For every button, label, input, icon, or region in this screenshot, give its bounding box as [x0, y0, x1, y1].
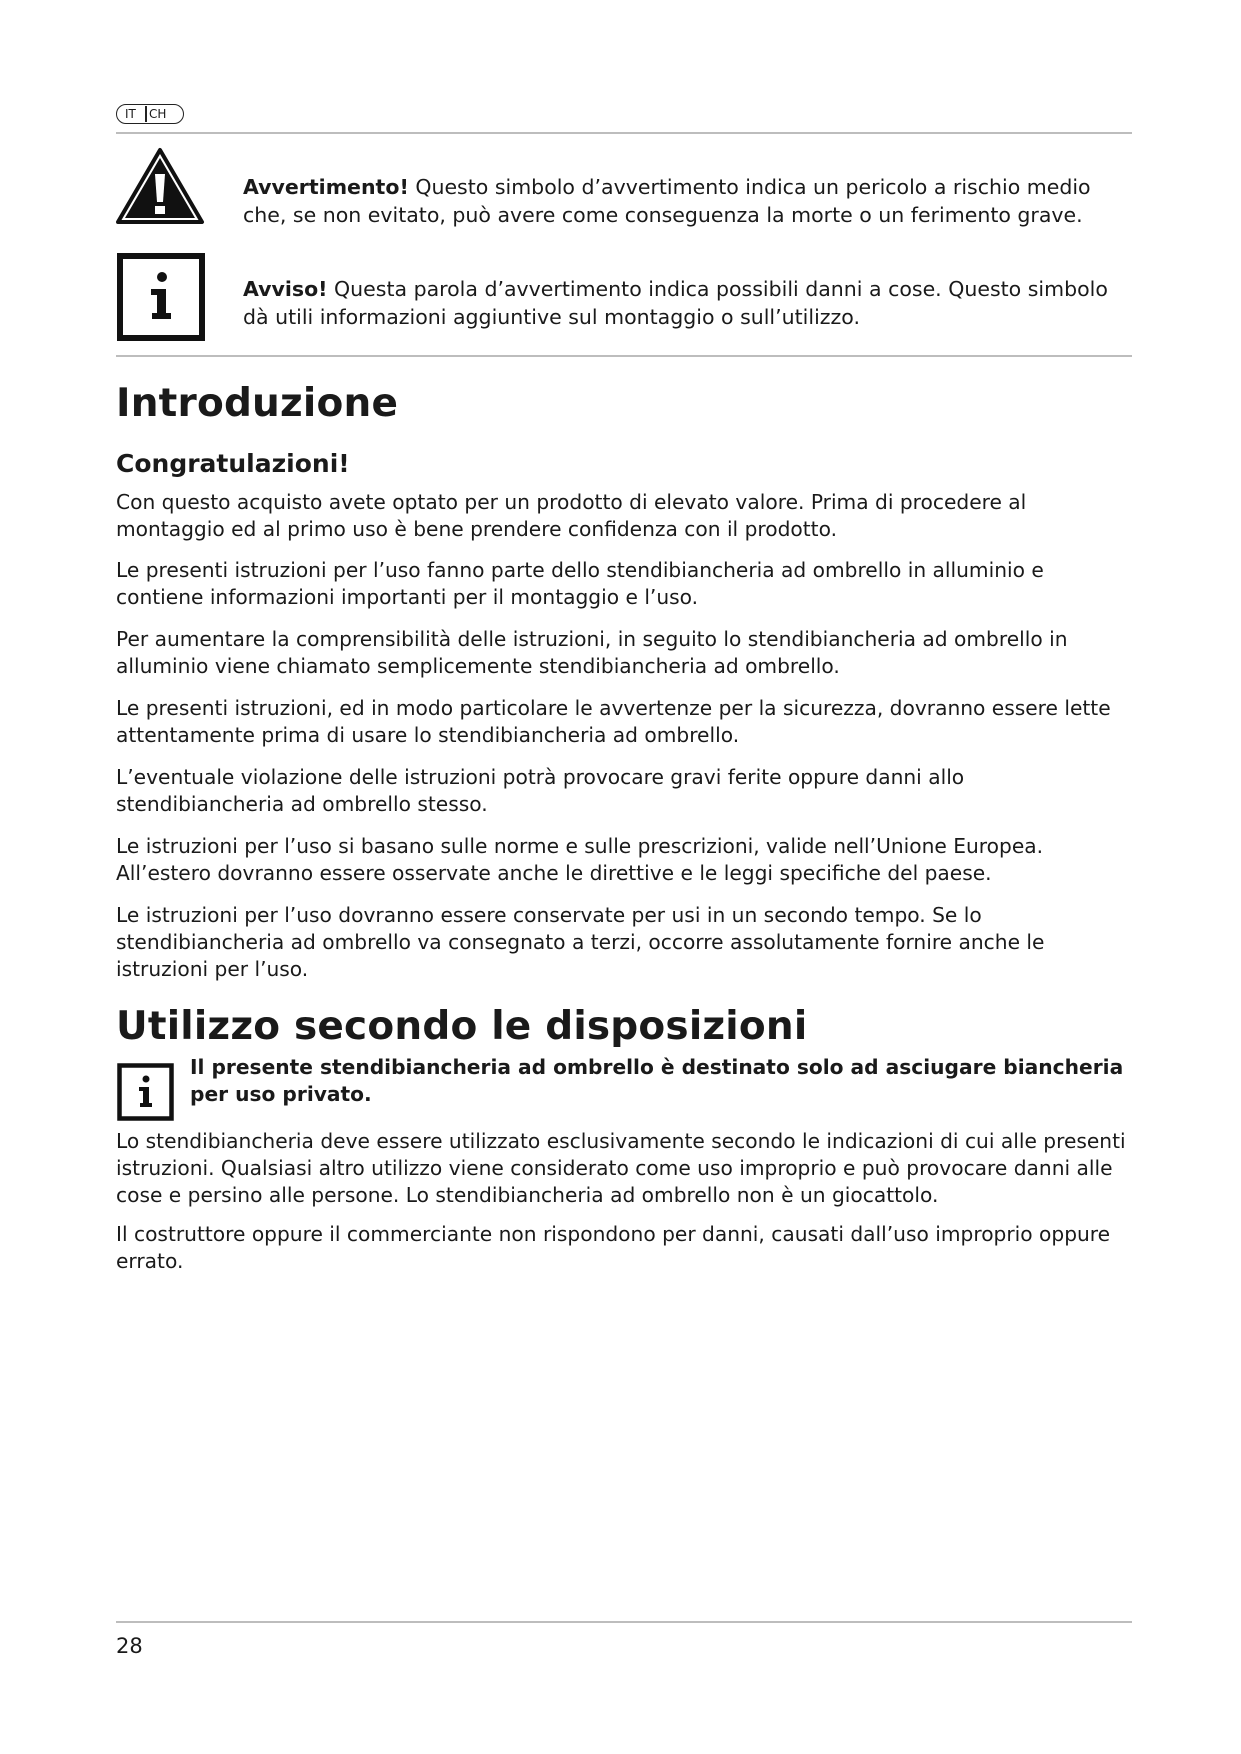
- intro-paragraph-5: L’eventuale violazione delle istruzioni potrà provocare gravi ferite oppure danni allo stendibiancheria ad ombrello stesso.: [116, 765, 965, 816]
- warning-notice: [243, 173, 1138, 229]
- header-rule: [116, 132, 1132, 134]
- intro-paragraph-2: Le presenti istruzioni per l’uso fanno parte dello stendibiancheria ad ombrello in alluminio e contiene informazioni importanti per il montaggio e l’uso.: [116, 558, 1044, 609]
- intended-use-title: Utilizzo secondo le disposizioni: [116, 1004, 808, 1049]
- info-icon: [117, 253, 205, 341]
- info-label: Avviso!: [243, 277, 328, 301]
- warning-triangle-icon: [114, 146, 206, 226]
- intro-paragraph-6: Le istruzioni per l’uso si basano sulle norme e sulle prescrizioni, valide nell’Unione Europea. All’estero dovranno essere osservate anche le direttive e le leggi specifiche del paese.: [116, 834, 1044, 885]
- notices-bottom-rule: [116, 355, 1132, 357]
- page-number: 28: [116, 1634, 143, 1658]
- introduction-title: Introduzione: [116, 381, 399, 426]
- info-notice: [243, 275, 1138, 331]
- intro-paragraph-4: Le presenti istruzioni, ed in modo particolare le avvertenze per la sicurezza, dovranno essere lette attentamente prima di usare lo stendibiancheria ad ombrello.: [116, 696, 1111, 747]
- warning-label: Avvertimento!: [243, 175, 409, 199]
- language-badge: [116, 104, 184, 124]
- congratulations-subtitle: Congratulazioni!: [116, 449, 350, 478]
- warning-text: Questo simbolo d’avvertimento indica un pericolo a rischio medio che, se non evitato, può avere come conseguenza la morte o un ferimento grave.: [243, 175, 1091, 227]
- intended-use-paragraph-2: Il costruttore oppure il commerciante non rispondono per danni, causati dall’uso improprio oppure errato.: [116, 1222, 1111, 1273]
- intended-use-paragraph-1: Lo stendibiancheria deve essere utilizzato esclusivamente secondo le indicazioni di cui alle presenti istruzioni. Qualsiasi altro utilizzo viene considerato come uso improprio e può provocare danni alle cose e persino alle persone. Lo stendibiancheria ad ombrello non è un giocattolo.: [116, 1129, 1126, 1207]
- lang-code-ch: CH: [149, 107, 167, 121]
- info-icon: [117, 1063, 174, 1121]
- language-badge-divider: [145, 106, 147, 122]
- footer-rule: [116, 1621, 1132, 1623]
- intro-paragraph-1: Con questo acquisto avete optato per un prodotto di elevato valore. Prima di procedere al montaggio ed al primo uso è bene prendere confidenza con il prodotto.: [116, 490, 1027, 541]
- intro-paragraph-7: Le istruzioni per l’uso dovranno essere conservate per usi in un secondo tempo. Se lo stendibiancheria ad ombrello va consegnato a terzi, occorre assolutamente fornire anche le istruzioni per l’uso.: [116, 903, 1045, 981]
- info-text: Questa parola d’avvertimento indica possibili danni a cose. Questo simbolo dà utili informazioni aggiuntive sul montaggio o sull’utilizzo.: [243, 277, 1108, 329]
- lang-code-it: IT: [125, 107, 136, 121]
- intro-paragraph-3: Per aumentare la comprensibilità delle istruzioni, in seguito lo stendibiancheria ad ombrello in alluminio viene chiamato semplicemente stendibiancheria ad ombrello.: [116, 627, 1068, 678]
- intended-use-info-text: Il presente stendibiancheria ad ombrello è destinato solo ad asciugare biancheria per uso privato.: [190, 1055, 1124, 1106]
